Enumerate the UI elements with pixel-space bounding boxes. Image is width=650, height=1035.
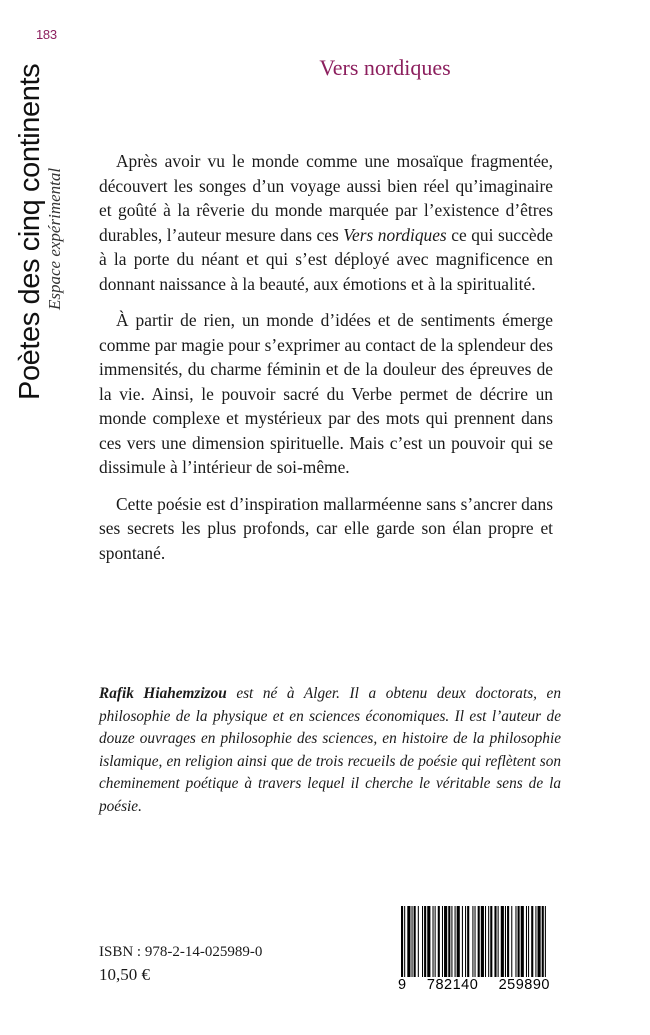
barcode-digits-right: 259890 [498, 977, 550, 993]
book-title: Vers nordiques [319, 55, 451, 80]
page-number: 183 [36, 27, 57, 42]
barcode-digits [398, 977, 550, 993]
barcode [398, 906, 550, 996]
back-cover-blurb [99, 149, 553, 577]
barcode-digit-lead: 9 [398, 977, 407, 993]
blurb-paragraph-2: À partir de rien, un monde d’idées et de sentiments émerge comme par magie pour s’exprimer au contact de la splendeur des immensités, du charme féminin et de la douleur des épreuves de la vie. Ainsi, le pouvoir sacré du Verbe permet de décrire un monde complexe et mystérieux par des mots qui prennent dans ces vers une dimension spirituelle. Mais c’est un pouvoir qui se dissimule à l’intérieur de soi-même. [99, 310, 553, 477]
blurb-p1-end: ce qui succède à la porte du néant et qui s’est déployé avec magnificence en donnant naissance à la beauté, aux émotions et à la spiritualité. [99, 224, 553, 294]
barcode-digits-left: 782140 [426, 977, 479, 993]
blurb-p1-start: Après avoir vu le monde comme une mosaïque fragmentée, découvert les songes d’un voyage aussi bien réel qu’imaginaire et goûté à la rêverie du monde marquée par l’existence d’êtres durables, l’auteur mesure dans ces [99, 151, 553, 245]
blurb-p1-title: Vers nordiques [343, 224, 447, 245]
blurb-paragraph-3: Cette poésie est d’inspiration mallarméenne sans s’ancrer dans ses secrets les plus profonds, car elle garde son élan propre et spontané. [99, 493, 553, 563]
barcode-bars [398, 906, 550, 980]
collection-spine [13, 50, 83, 400]
collection-name: Poètes des cinq continents [14, 63, 46, 400]
price: 10,50 € [99, 965, 150, 984]
collection-subtitle: Espace expérimental [45, 167, 64, 310]
blurb-paragraph-1 [99, 149, 553, 296]
author-bio-text: est né à Alger. Il a obtenu deux doctorats, en philosophie de la physique et en sciences économiques. Il est l’auteur de douze ouvrages en philosophie des sciences, en histoire de la philosophie islamique, en religion ainsi que de trois recueils de poésie qui reflètent son cheminement poétique à travers lequel il cherche le véritable sens de la poésie. [99, 685, 561, 815]
author-name: Rafik Hiahemzizou [99, 685, 227, 702]
author-bio [99, 683, 561, 818]
isbn: ISBN : 978-2-14-025989-0 [99, 944, 263, 960]
